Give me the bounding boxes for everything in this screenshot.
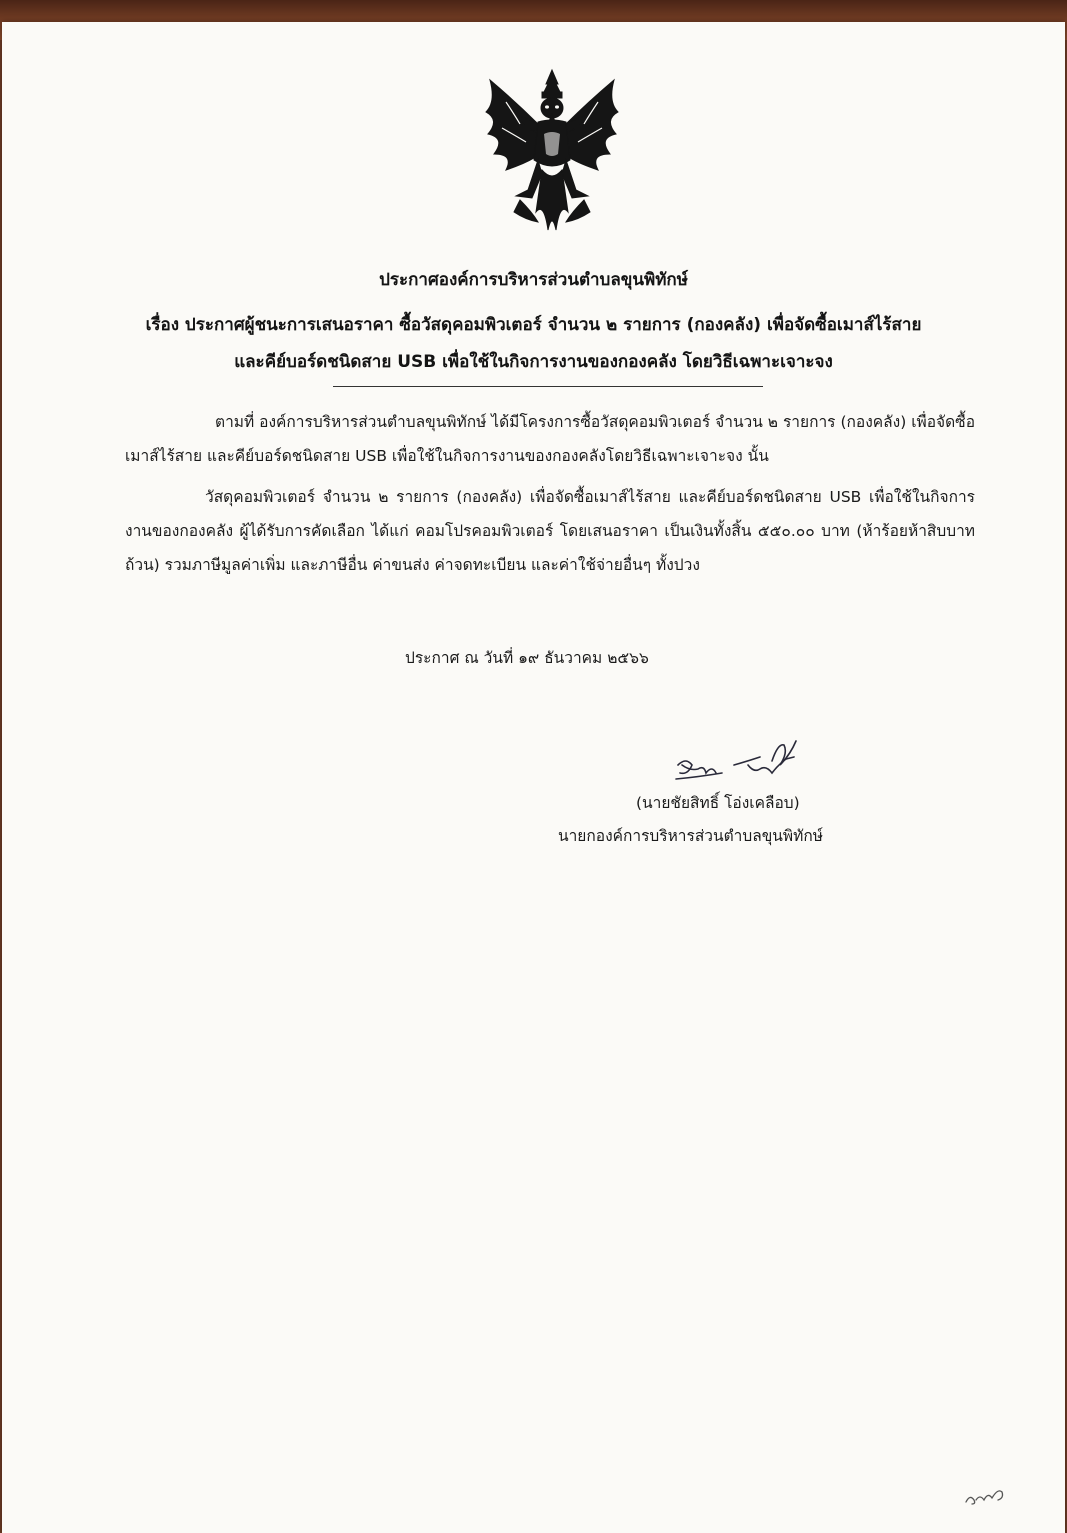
subject-line-2: และคีย์บอร์ดชนิดสาย USB เพื่อใช้ในกิจการงานของกองคลัง โดยวิธีเฉพาะเจาะจง [234,352,833,372]
announcement-date: ประกาศ ณ วันที่ ๑๙ ธันวาคม ๒๕๖๖ [405,649,649,667]
handwritten-signature [668,735,818,790]
document-page [2,22,1065,1533]
document-title: ประกาศองค์การบริหารส่วนตำบลขุนพิทักษ์ [379,270,688,290]
signer-name: (นายชัยสิทธิ์ โอ่งเคลือบ) [636,794,800,812]
paragraph-1: ตามที่ องค์การบริหารส่วนตำบลขุนพิทักษ์ ได้มีโครงการซื้อวัสดุคอมพิวเตอร์ จำนวน ๒ รายการ (กองคลัง) เพื่อจัดซื้อเมาส์ไร้สาย และคีย์บอร์ดชนิดสาย USB เพื่อใช้ในกิจการงานของกองคลังโดยวิธีเฉพาะเจาะจง นั้น [125,413,975,465]
paragraph-2: วัสดุคอมพิวเตอร์ จำนวน ๒ รายการ (กองคลัง) เพื่อจัดซื้อเมาส์ไร้สาย และคีย์บอร์ดชนิดสาย USB เพื่อใช้ในกิจการงานของกองคลัง ผู้ได้รับการคัดเลือก ได้แก่ คอมโปรคอมพิวเตอร์ โดยเสนอราคา เป็นเงินทั้งสิ้น ๕๕๐.๐๐ บาท (ห้าร้อยห้าสิบบาทถ้วน) รวมภาษีมูลค่าเพิ่ม และภาษีอื่น ค่าขนส่ง ค่าจดทะเบียน และค่าใช้จ่ายอื่นๆ ทั้งปวง [125,488,975,574]
subject-line-1: เรื่อง ประกาศผู้ชนะการเสนอราคา ซื้อวัสดุคอมพิวเตอร์ จำนวน ๒ รายการ (กองคลัง) เพื่อจัดซื้อเมาส์ไร้สาย [145,315,922,335]
signer-position: นายกองค์การบริหารส่วนตำบลขุนพิทักษ์ [558,827,823,845]
title-divider [333,386,763,387]
handwritten-initials [962,1480,1010,1508]
garuda-emblem-icon [476,62,628,237]
